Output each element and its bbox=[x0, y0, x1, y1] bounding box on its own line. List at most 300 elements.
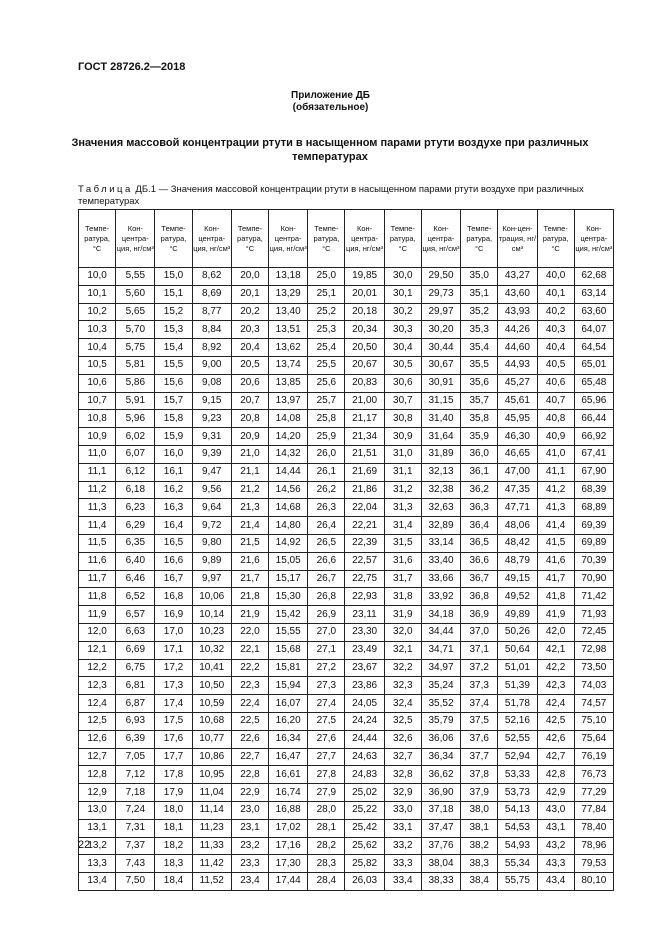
cell-temperature: 30,0 bbox=[384, 268, 421, 286]
cell-temperature: 35,3 bbox=[461, 321, 498, 339]
cell-temperature: 40,5 bbox=[537, 356, 574, 374]
cell-temperature: 35,2 bbox=[461, 303, 498, 321]
cell-temperature: 37,3 bbox=[461, 677, 498, 695]
cell-temperature: 18,2 bbox=[155, 837, 192, 855]
cell-concentration: 9,15 bbox=[192, 392, 231, 410]
cell-concentration: 54,93 bbox=[498, 837, 537, 855]
cell-concentration: 32,63 bbox=[421, 499, 460, 517]
cell-concentration: 33,40 bbox=[421, 552, 460, 570]
cell-concentration: 30,67 bbox=[421, 356, 460, 374]
header-concentration: Кон-центра-ция, нг/см³ bbox=[269, 210, 308, 268]
cell-concentration: 48,42 bbox=[498, 534, 537, 552]
cell-temperature: 33,0 bbox=[384, 801, 421, 819]
cell-temperature: 41,3 bbox=[537, 499, 574, 517]
cell-temperature: 40,0 bbox=[537, 268, 574, 286]
header-temperature: Темпе-ратура, °C bbox=[384, 210, 421, 268]
cell-temperature: 20,0 bbox=[231, 268, 268, 286]
table-row bbox=[79, 356, 614, 374]
cell-concentration: 25,42 bbox=[345, 819, 384, 837]
cell-concentration: 47,71 bbox=[498, 499, 537, 517]
cell-concentration: 47,35 bbox=[498, 481, 537, 499]
cell-concentration: 6,93 bbox=[116, 712, 155, 730]
header-concentration: Кон-центра-ция, нг/см³ bbox=[574, 210, 613, 268]
cell-temperature: 26,9 bbox=[308, 606, 345, 624]
table-row bbox=[79, 392, 614, 410]
cell-temperature: 27,7 bbox=[308, 748, 345, 766]
cell-temperature: 18,3 bbox=[155, 855, 192, 873]
cell-temperature: 28,2 bbox=[308, 837, 345, 855]
cell-concentration: 6,02 bbox=[116, 428, 155, 446]
cell-temperature: 32,8 bbox=[384, 766, 421, 784]
cell-concentration: 15,30 bbox=[269, 588, 308, 606]
cell-concentration: 63,60 bbox=[574, 303, 613, 321]
cell-concentration: 78,96 bbox=[574, 837, 613, 855]
table-row bbox=[79, 552, 614, 570]
cell-temperature: 26,2 bbox=[308, 481, 345, 499]
cell-concentration: 20,18 bbox=[345, 303, 384, 321]
header-temperature: Темпе-ратура, °C bbox=[461, 210, 498, 268]
cell-concentration: 10,86 bbox=[192, 748, 231, 766]
cell-concentration: 22,57 bbox=[345, 552, 384, 570]
cell-temperature: 40,7 bbox=[537, 392, 574, 410]
cell-concentration: 7,18 bbox=[116, 784, 155, 802]
cell-concentration: 71,93 bbox=[574, 606, 613, 624]
cell-temperature: 38,0 bbox=[461, 801, 498, 819]
cell-concentration: 21,34 bbox=[345, 428, 384, 446]
cell-concentration: 9,23 bbox=[192, 410, 231, 428]
cell-concentration: 29,73 bbox=[421, 285, 460, 303]
cell-concentration: 11,52 bbox=[192, 873, 231, 891]
cell-concentration: 14,68 bbox=[269, 499, 308, 517]
cell-temperature: 43,1 bbox=[537, 819, 574, 837]
cell-concentration: 43,27 bbox=[498, 268, 537, 286]
cell-concentration: 32,89 bbox=[421, 517, 460, 535]
header-temperature: Темпе-ратура, °C bbox=[308, 210, 345, 268]
cell-concentration: 9,47 bbox=[192, 463, 231, 481]
cell-temperature: 25,8 bbox=[308, 410, 345, 428]
cell-concentration: 49,89 bbox=[498, 606, 537, 624]
cell-concentration: 77,84 bbox=[574, 801, 613, 819]
cell-concentration: 6,81 bbox=[116, 677, 155, 695]
cell-temperature: 10,0 bbox=[79, 268, 116, 286]
cell-temperature: 31,5 bbox=[384, 534, 421, 552]
cell-temperature: 16,4 bbox=[155, 517, 192, 535]
table-row bbox=[79, 268, 614, 286]
cell-concentration: 5,96 bbox=[116, 410, 155, 428]
cell-concentration: 7,12 bbox=[116, 766, 155, 784]
cell-concentration: 64,07 bbox=[574, 321, 613, 339]
cell-temperature: 13,2 bbox=[79, 837, 116, 855]
cell-concentration: 13,74 bbox=[269, 356, 308, 374]
cell-temperature: 10,5 bbox=[79, 356, 116, 374]
cell-concentration: 17,16 bbox=[269, 837, 308, 855]
header-temperature: Темпе-ратура, °C bbox=[79, 210, 116, 268]
cell-concentration: 8,62 bbox=[192, 268, 231, 286]
cell-concentration: 75,10 bbox=[574, 712, 613, 730]
cell-concentration: 70,39 bbox=[574, 552, 613, 570]
cell-temperature: 21,4 bbox=[231, 517, 268, 535]
cell-concentration: 22,75 bbox=[345, 570, 384, 588]
cell-temperature: 42,4 bbox=[537, 695, 574, 713]
cell-concentration: 30,20 bbox=[421, 321, 460, 339]
cell-temperature: 20,1 bbox=[231, 285, 268, 303]
cell-temperature: 17,2 bbox=[155, 659, 192, 677]
cell-concentration: 6,69 bbox=[116, 641, 155, 659]
cell-concentration: 9,39 bbox=[192, 445, 231, 463]
cell-concentration: 46,30 bbox=[498, 428, 537, 446]
cell-temperature: 25,2 bbox=[308, 303, 345, 321]
cell-concentration: 6,52 bbox=[116, 588, 155, 606]
cell-concentration: 53,33 bbox=[498, 766, 537, 784]
cell-temperature: 41,6 bbox=[537, 552, 574, 570]
cell-temperature: 33,4 bbox=[384, 873, 421, 891]
cell-temperature: 21,2 bbox=[231, 481, 268, 499]
cell-temperature: 30,8 bbox=[384, 410, 421, 428]
appendix-heading bbox=[0, 90, 661, 114]
cell-temperature: 26,3 bbox=[308, 499, 345, 517]
cell-temperature: 22,5 bbox=[231, 712, 268, 730]
header-concentration: Кон-цен-трация, нг/см³ bbox=[498, 210, 537, 268]
cell-concentration: 30,44 bbox=[421, 339, 460, 357]
cell-temperature: 30,3 bbox=[384, 321, 421, 339]
cell-temperature: 41,2 bbox=[537, 481, 574, 499]
cell-concentration: 13,51 bbox=[269, 321, 308, 339]
table-row bbox=[79, 855, 614, 873]
cell-concentration: 52,55 bbox=[498, 730, 537, 748]
cell-concentration: 38,04 bbox=[421, 855, 460, 873]
cell-concentration: 7,37 bbox=[116, 837, 155, 855]
cell-temperature: 37,5 bbox=[461, 712, 498, 730]
cell-temperature: 10,1 bbox=[79, 285, 116, 303]
cell-temperature: 16,5 bbox=[155, 534, 192, 552]
table-row bbox=[79, 677, 614, 695]
cell-concentration: 44,60 bbox=[498, 339, 537, 357]
cell-concentration: 25,22 bbox=[345, 801, 384, 819]
table-row bbox=[79, 766, 614, 784]
cell-temperature: 13,0 bbox=[79, 801, 116, 819]
cell-temperature: 12,0 bbox=[79, 623, 116, 641]
cell-temperature: 17,3 bbox=[155, 677, 192, 695]
cell-temperature: 13,1 bbox=[79, 819, 116, 837]
cell-concentration: 31,89 bbox=[421, 445, 460, 463]
cell-temperature: 32,1 bbox=[384, 641, 421, 659]
cell-temperature: 26,8 bbox=[308, 588, 345, 606]
cell-temperature: 20,9 bbox=[231, 428, 268, 446]
cell-temperature: 25,0 bbox=[308, 268, 345, 286]
cell-temperature: 25,4 bbox=[308, 339, 345, 357]
cell-concentration: 55,75 bbox=[498, 873, 537, 891]
cell-temperature: 37,6 bbox=[461, 730, 498, 748]
table-row bbox=[79, 499, 614, 517]
cell-concentration: 79,53 bbox=[574, 855, 613, 873]
cell-concentration: 25,02 bbox=[345, 784, 384, 802]
cell-temperature: 15,5 bbox=[155, 356, 192, 374]
cell-concentration: 6,46 bbox=[116, 570, 155, 588]
cell-temperature: 26,6 bbox=[308, 552, 345, 570]
cell-temperature: 31,9 bbox=[384, 606, 421, 624]
cell-concentration: 6,35 bbox=[116, 534, 155, 552]
cell-concentration: 43,60 bbox=[498, 285, 537, 303]
cell-temperature: 32,5 bbox=[384, 712, 421, 730]
header-concentration: Кон-центра-ция, нг/см³ bbox=[345, 210, 384, 268]
cell-concentration: 30,91 bbox=[421, 374, 460, 392]
cell-concentration: 6,12 bbox=[116, 463, 155, 481]
cell-concentration: 36,90 bbox=[421, 784, 460, 802]
cell-concentration: 23,86 bbox=[345, 677, 384, 695]
cell-concentration: 22,21 bbox=[345, 517, 384, 535]
cell-temperature: 23,4 bbox=[231, 873, 268, 891]
cell-temperature: 21,8 bbox=[231, 588, 268, 606]
cell-temperature: 36,0 bbox=[461, 445, 498, 463]
cell-concentration: 74,57 bbox=[574, 695, 613, 713]
cell-concentration: 37,18 bbox=[421, 801, 460, 819]
cell-temperature: 17,6 bbox=[155, 730, 192, 748]
table-row bbox=[79, 570, 614, 588]
cell-concentration: 50,64 bbox=[498, 641, 537, 659]
cell-temperature: 18,1 bbox=[155, 819, 192, 837]
cell-temperature: 42,7 bbox=[537, 748, 574, 766]
cell-temperature: 36,7 bbox=[461, 570, 498, 588]
cell-temperature: 30,4 bbox=[384, 339, 421, 357]
cell-concentration: 6,57 bbox=[116, 606, 155, 624]
cell-concentration: 38,33 bbox=[421, 873, 460, 891]
cell-concentration: 22,93 bbox=[345, 588, 384, 606]
cell-concentration: 10,41 bbox=[192, 659, 231, 677]
cell-temperature: 35,7 bbox=[461, 392, 498, 410]
cell-temperature: 38,3 bbox=[461, 855, 498, 873]
cell-concentration: 29,50 bbox=[421, 268, 460, 286]
cell-temperature: 31,0 bbox=[384, 445, 421, 463]
cell-temperature: 15,4 bbox=[155, 339, 192, 357]
cell-temperature: 40,4 bbox=[537, 339, 574, 357]
cell-temperature: 22,9 bbox=[231, 784, 268, 802]
cell-concentration: 11,42 bbox=[192, 855, 231, 873]
cell-concentration: 66,92 bbox=[574, 428, 613, 446]
cell-concentration: 24,05 bbox=[345, 695, 384, 713]
cell-temperature: 25,6 bbox=[308, 374, 345, 392]
caption-number: ДБ.1 bbox=[135, 184, 156, 195]
cell-temperature: 17,0 bbox=[155, 623, 192, 641]
table-row bbox=[79, 712, 614, 730]
cell-concentration: 34,97 bbox=[421, 659, 460, 677]
table-caption bbox=[78, 184, 598, 208]
cell-concentration: 53,73 bbox=[498, 784, 537, 802]
cell-temperature: 17,1 bbox=[155, 641, 192, 659]
cell-concentration: 36,34 bbox=[421, 748, 460, 766]
cell-concentration: 46,65 bbox=[498, 445, 537, 463]
cell-concentration: 20,34 bbox=[345, 321, 384, 339]
cell-concentration: 48,06 bbox=[498, 517, 537, 535]
cell-concentration: 10,06 bbox=[192, 588, 231, 606]
cell-concentration: 6,75 bbox=[116, 659, 155, 677]
cell-temperature: 17,8 bbox=[155, 766, 192, 784]
cell-temperature: 32,6 bbox=[384, 730, 421, 748]
cell-concentration: 6,40 bbox=[116, 552, 155, 570]
cell-concentration: 9,64 bbox=[192, 499, 231, 517]
cell-temperature: 16,6 bbox=[155, 552, 192, 570]
cell-concentration: 62,68 bbox=[574, 268, 613, 286]
cell-concentration: 14,20 bbox=[269, 428, 308, 446]
cell-concentration: 10,59 bbox=[192, 695, 231, 713]
cell-concentration: 16,20 bbox=[269, 712, 308, 730]
cell-temperature: 38,2 bbox=[461, 837, 498, 855]
cell-temperature: 15,6 bbox=[155, 374, 192, 392]
cell-temperature: 27,4 bbox=[308, 695, 345, 713]
cell-temperature: 35,0 bbox=[461, 268, 498, 286]
cell-concentration: 9,72 bbox=[192, 517, 231, 535]
cell-concentration: 78,40 bbox=[574, 819, 613, 837]
cell-temperature: 41,9 bbox=[537, 606, 574, 624]
cell-concentration: 33,92 bbox=[421, 588, 460, 606]
cell-temperature: 36,3 bbox=[461, 499, 498, 517]
cell-temperature: 16,8 bbox=[155, 588, 192, 606]
cell-temperature: 21,6 bbox=[231, 552, 268, 570]
cell-temperature: 11,6 bbox=[79, 552, 116, 570]
cell-temperature: 23,3 bbox=[231, 855, 268, 873]
cell-temperature: 31,4 bbox=[384, 517, 421, 535]
cell-concentration: 6,23 bbox=[116, 499, 155, 517]
cell-concentration: 43,93 bbox=[498, 303, 537, 321]
cell-temperature: 10,7 bbox=[79, 392, 116, 410]
table-row bbox=[79, 730, 614, 748]
cell-concentration: 11,14 bbox=[192, 801, 231, 819]
cell-temperature: 36,6 bbox=[461, 552, 498, 570]
cell-concentration: 50,26 bbox=[498, 623, 537, 641]
cell-temperature: 35,1 bbox=[461, 285, 498, 303]
table-row bbox=[79, 588, 614, 606]
cell-concentration: 36,62 bbox=[421, 766, 460, 784]
cell-temperature: 15,9 bbox=[155, 428, 192, 446]
cell-concentration: 45,95 bbox=[498, 410, 537, 428]
cell-concentration: 10,32 bbox=[192, 641, 231, 659]
cell-concentration: 34,44 bbox=[421, 623, 460, 641]
cell-concentration: 16,88 bbox=[269, 801, 308, 819]
cell-temperature: 17,4 bbox=[155, 695, 192, 713]
cell-temperature: 30,5 bbox=[384, 356, 421, 374]
cell-concentration: 36,06 bbox=[421, 730, 460, 748]
cell-concentration: 21,00 bbox=[345, 392, 384, 410]
cell-concentration: 5,55 bbox=[116, 268, 155, 286]
cell-concentration: 13,29 bbox=[269, 285, 308, 303]
cell-concentration: 24,83 bbox=[345, 766, 384, 784]
cell-concentration: 33,66 bbox=[421, 570, 460, 588]
cell-concentration: 9,31 bbox=[192, 428, 231, 446]
table-row bbox=[79, 659, 614, 677]
cell-concentration: 80,10 bbox=[574, 873, 613, 891]
cell-concentration: 5,75 bbox=[116, 339, 155, 357]
cell-temperature: 38,1 bbox=[461, 819, 498, 837]
cell-concentration: 7,05 bbox=[116, 748, 155, 766]
cell-concentration: 15,05 bbox=[269, 552, 308, 570]
cell-temperature: 12,9 bbox=[79, 784, 116, 802]
table-row bbox=[79, 481, 614, 499]
cell-temperature: 37,9 bbox=[461, 784, 498, 802]
table-row bbox=[79, 606, 614, 624]
cell-temperature: 11,4 bbox=[79, 517, 116, 535]
cell-concentration: 14,44 bbox=[269, 463, 308, 481]
cell-temperature: 10,6 bbox=[79, 374, 116, 392]
table-header-row bbox=[79, 210, 614, 268]
cell-concentration: 71,42 bbox=[574, 588, 613, 606]
cell-concentration: 47,00 bbox=[498, 463, 537, 481]
cell-temperature: 20,2 bbox=[231, 303, 268, 321]
cell-concentration: 8,84 bbox=[192, 321, 231, 339]
cell-concentration: 52,94 bbox=[498, 748, 537, 766]
concentration-table bbox=[78, 209, 614, 891]
cell-temperature: 28,0 bbox=[308, 801, 345, 819]
cell-temperature: 43,2 bbox=[537, 837, 574, 855]
cell-temperature: 21,7 bbox=[231, 570, 268, 588]
cell-temperature: 37,1 bbox=[461, 641, 498, 659]
cell-temperature: 38,4 bbox=[461, 873, 498, 891]
cell-concentration: 6,18 bbox=[116, 481, 155, 499]
cell-temperature: 42,9 bbox=[537, 784, 574, 802]
cell-concentration: 22,39 bbox=[345, 534, 384, 552]
cell-temperature: 26,1 bbox=[308, 463, 345, 481]
cell-concentration: 49,15 bbox=[498, 570, 537, 588]
cell-concentration: 15,42 bbox=[269, 606, 308, 624]
cell-concentration: 16,47 bbox=[269, 748, 308, 766]
cell-temperature: 21,5 bbox=[231, 534, 268, 552]
cell-concentration: 13,97 bbox=[269, 392, 308, 410]
cell-concentration: 20,67 bbox=[345, 356, 384, 374]
cell-concentration: 9,97 bbox=[192, 570, 231, 588]
cell-concentration: 5,91 bbox=[116, 392, 155, 410]
cell-concentration: 63,14 bbox=[574, 285, 613, 303]
cell-concentration: 66,44 bbox=[574, 410, 613, 428]
cell-temperature: 42,3 bbox=[537, 677, 574, 695]
cell-temperature: 40,9 bbox=[537, 428, 574, 446]
cell-temperature: 35,4 bbox=[461, 339, 498, 357]
main-title: Значения массовой концентрации ртути в насыщенном парами ртути воздухе при различных температурах bbox=[71, 137, 589, 163]
cell-temperature: 41,8 bbox=[537, 588, 574, 606]
table-row bbox=[79, 428, 614, 446]
cell-temperature: 35,9 bbox=[461, 428, 498, 446]
cell-concentration: 13,85 bbox=[269, 374, 308, 392]
cell-concentration: 33,14 bbox=[421, 534, 460, 552]
cell-temperature: 32,2 bbox=[384, 659, 421, 677]
table-row bbox=[79, 641, 614, 659]
cell-temperature: 16,1 bbox=[155, 463, 192, 481]
cell-temperature: 32,4 bbox=[384, 695, 421, 713]
cell-concentration: 10,14 bbox=[192, 606, 231, 624]
cell-temperature: 37,0 bbox=[461, 623, 498, 641]
cell-temperature: 22,0 bbox=[231, 623, 268, 641]
cell-concentration: 14,32 bbox=[269, 445, 308, 463]
cell-temperature: 17,7 bbox=[155, 748, 192, 766]
cell-temperature: 40,8 bbox=[537, 410, 574, 428]
table-row bbox=[79, 445, 614, 463]
cell-temperature: 20,3 bbox=[231, 321, 268, 339]
cell-temperature: 41,5 bbox=[537, 534, 574, 552]
cell-temperature: 16,7 bbox=[155, 570, 192, 588]
cell-temperature: 15,8 bbox=[155, 410, 192, 428]
cell-concentration: 55,34 bbox=[498, 855, 537, 873]
cell-concentration: 65,48 bbox=[574, 374, 613, 392]
cell-temperature: 37,2 bbox=[461, 659, 498, 677]
cell-concentration: 13,18 bbox=[269, 268, 308, 286]
cell-temperature: 42,1 bbox=[537, 641, 574, 659]
cell-temperature: 36,9 bbox=[461, 606, 498, 624]
table-row bbox=[79, 534, 614, 552]
cell-temperature: 13,4 bbox=[79, 873, 116, 891]
cell-temperature: 30,6 bbox=[384, 374, 421, 392]
cell-concentration: 51,01 bbox=[498, 659, 537, 677]
cell-concentration: 51,78 bbox=[498, 695, 537, 713]
cell-concentration: 23,11 bbox=[345, 606, 384, 624]
cell-concentration: 15,94 bbox=[269, 677, 308, 695]
cell-concentration: 31,15 bbox=[421, 392, 460, 410]
